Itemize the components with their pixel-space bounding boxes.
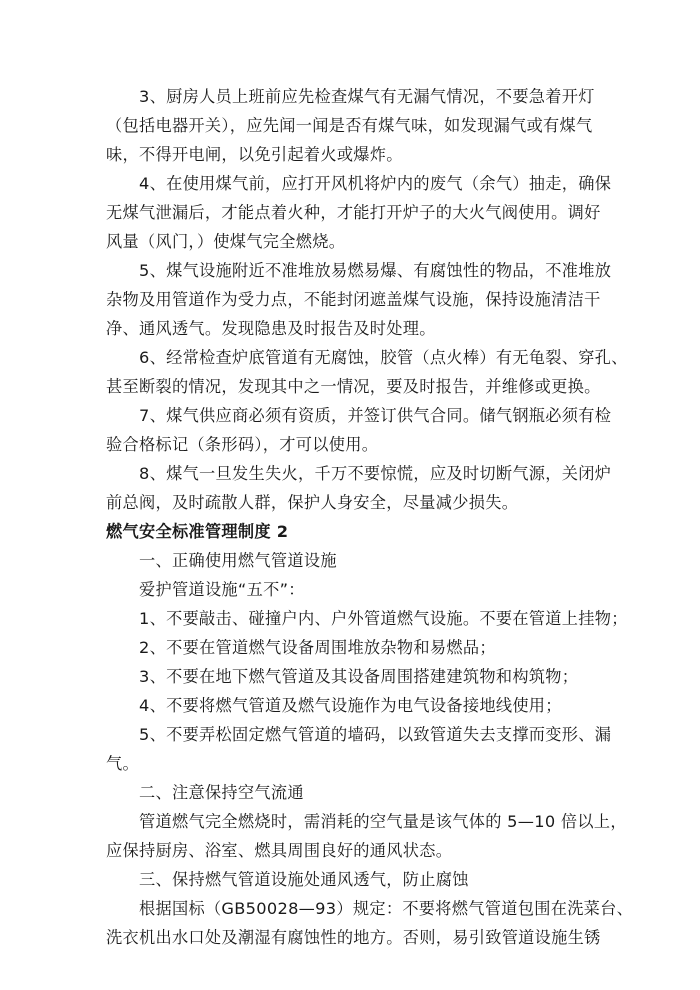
text-line: （包括电器开关），应先闻一闻是否有煤气味，如发现漏气或有煤气 bbox=[106, 116, 593, 135]
text-line: 洗衣机出水口处及潮湿有腐蚀性的地方。否则，易引致管道设施生锈 bbox=[106, 928, 601, 947]
text-line: 杂物及用管道作为受力点，不能封闭遮盖煤气设施，保持设施清洁干 bbox=[106, 290, 601, 309]
five-nots-item-3: 3、不要在地下燃气管道及其设备周围搭建建筑物和构筑物； bbox=[139, 667, 579, 686]
text-line: 8、煤气一旦发生失火，千万不要惊慌，应及时切断气源，关闭炉 bbox=[139, 464, 612, 483]
text-line: 前总阀，及时疏散人群，保护人身安全，尽量减少损失。 bbox=[106, 493, 519, 512]
text-line: 根据国标（GB50028—93）规定：不要将燃气管道包围在洗菜台、 bbox=[139, 899, 634, 918]
section1-item-7 bbox=[106, 401, 612, 459]
text-line: 净、通风透气。发现隐患及时报告及时处理。 bbox=[106, 319, 436, 338]
text-line: 5、不要弄松固定燃气管道的墙码，以致管道失去支撑而变形、漏 bbox=[139, 725, 612, 744]
subheading-corrosion: 三、保持燃气管道设施处通风透气，防止腐蚀 bbox=[139, 870, 469, 889]
text-line: 应保持厨房、浴室、燃具周围良好的通风状态。 bbox=[106, 841, 453, 860]
section1-item-5 bbox=[106, 256, 612, 343]
subheading-correct-use: 一、正确使用燃气管道设施 bbox=[139, 551, 337, 570]
text-line: 4、在使用煤气前，应打开风机将炉内的废气（余气）抽走，确保 bbox=[139, 174, 612, 193]
text-line: 气。 bbox=[106, 754, 139, 773]
five-nots-intro: 爱护管道设施“五不”： bbox=[139, 580, 305, 599]
section1-item-6 bbox=[106, 343, 628, 401]
corrosion-paragraph bbox=[106, 894, 634, 952]
air-flow-paragraph bbox=[106, 807, 627, 865]
section1-item-4 bbox=[106, 169, 612, 256]
five-nots-item-4: 4、不要将燃气管道及燃气设施作为电气设备接地线使用； bbox=[139, 696, 562, 715]
text-line: 7、煤气供应商必须有资质，并签订供气合同。储气钢瓶必须有检 bbox=[139, 406, 612, 425]
text-line: 味，不得开电闸，以免引起着火或爆炸。 bbox=[106, 145, 403, 164]
text-line: 6、经常检查炉底管道有无腐蚀，胶管（点火棒）有无龟裂、穿孔、 bbox=[139, 348, 628, 367]
text-line: 管道燃气完全燃烧时，需消耗的空气量是该气体的 5—10 倍以上， bbox=[139, 812, 627, 831]
text-line: 无煤气泄漏后，才能点着火种，才能打开炉子的大火气阀使用。调好 bbox=[106, 203, 601, 222]
five-nots-item-5 bbox=[106, 720, 612, 778]
subheading-air-flow: 二、注意保持空气流通 bbox=[139, 783, 304, 802]
text-line: 3、厨房人员上班前应先检查煤气有无漏气情况，不要急着开灯 bbox=[139, 87, 595, 106]
text-line: 5、煤气设施附近不准堆放易燃易爆、有腐蚀性的物品，不准堆放 bbox=[139, 261, 612, 280]
five-nots-item-2: 2、不要在管道燃气设备周围堆放杂物和易燃品； bbox=[139, 638, 496, 657]
text-line: 验合格标记（条形码），才可以使用。 bbox=[106, 435, 379, 454]
section1-item-3 bbox=[106, 82, 602, 169]
text-line: 甚至断裂的情况，发现其中之一情况，要及时报告，并维修或更换。 bbox=[106, 377, 601, 396]
text-line: 风量（风门，）使煤气完全燃烧。 bbox=[106, 232, 346, 251]
document-body bbox=[106, 82, 634, 952]
five-nots-item-1: 1、不要敲击、碰撞户内、户外管道燃气设施。不要在管道上挂物； bbox=[139, 609, 628, 628]
section-heading: 燃气安全标准管理制度 2 bbox=[106, 522, 289, 541]
section1-item-8 bbox=[106, 459, 612, 517]
